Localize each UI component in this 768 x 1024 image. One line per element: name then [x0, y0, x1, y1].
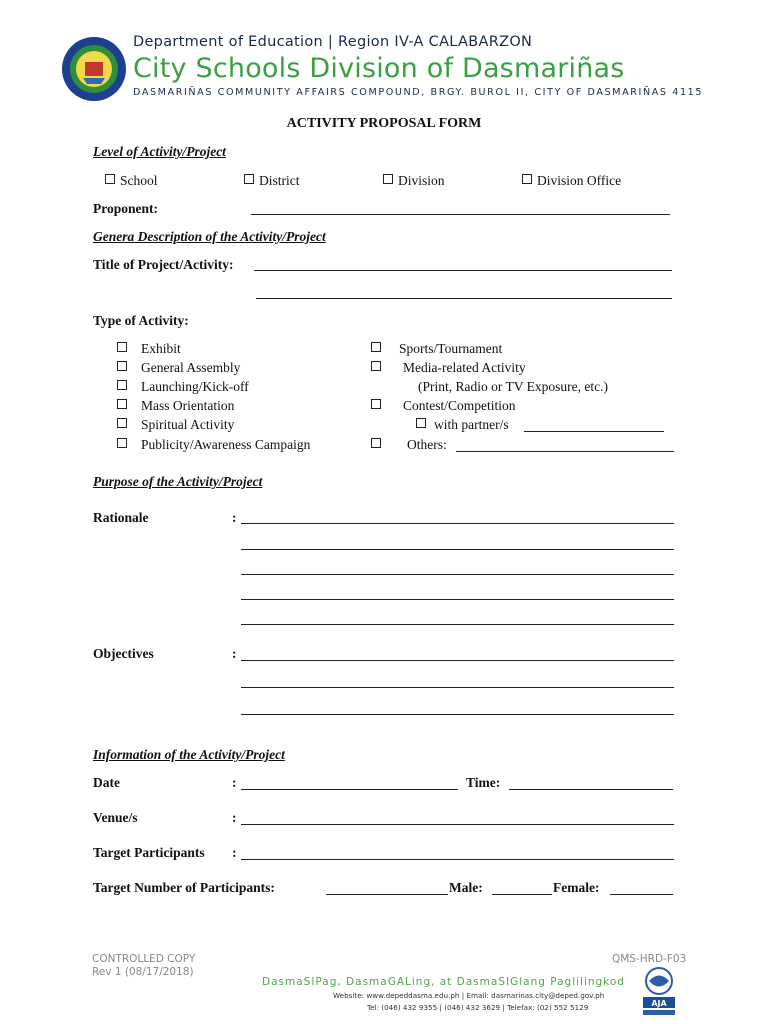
checkbox-general-assembly[interactable] [117, 361, 127, 371]
checkbox-publicity[interactable] [117, 438, 127, 448]
venue-field[interactable] [241, 824, 674, 825]
level-option-district[interactable]: District [244, 173, 300, 189]
others-field[interactable] [456, 451, 674, 452]
level-heading: Level of Activity/Project [93, 144, 226, 159]
time-field[interactable] [509, 789, 673, 790]
objectives-line-3[interactable] [241, 714, 674, 715]
venue-colon: : [232, 810, 237, 825]
checkbox-sports[interactable] [371, 342, 381, 352]
type-label: Type of Activity: [93, 313, 189, 328]
checkbox-media[interactable] [371, 361, 381, 371]
checkbox-division[interactable] [383, 174, 393, 184]
level-option-division-office[interactable]: Division Office [522, 173, 621, 189]
rationale-label: Rationale [93, 510, 149, 525]
target-participants-field[interactable] [241, 859, 674, 860]
controlled-copy: CONTROLLED COPY [92, 953, 196, 965]
target-participants-colon: : [232, 845, 237, 860]
type-option-launching[interactable]: Launching/Kick-off [117, 379, 249, 395]
type-option-spiritual[interactable]: Spiritual Activity [117, 417, 234, 433]
checkbox-exhibit[interactable] [117, 342, 127, 352]
aja-certification-logo [640, 966, 678, 1018]
type-option-media[interactable]: Media-related Activity [371, 360, 526, 376]
type-option-partner[interactable]: with partner/s [416, 417, 509, 433]
type-option-publicity[interactable]: Publicity/Awareness Campaign [117, 437, 310, 453]
female-label: Female: [553, 880, 600, 895]
date-colon: : [232, 775, 237, 790]
type-option-others[interactable]: Others: [371, 437, 447, 453]
revision: Rev 1 (08/17/2018) [92, 966, 194, 978]
male-label: Male: [449, 880, 483, 895]
partner-field[interactable] [524, 431, 664, 432]
date-field[interactable] [241, 789, 458, 790]
checkbox-others[interactable] [371, 438, 381, 448]
general-heading: Genera Description of the Activity/Project [93, 229, 326, 244]
svg-text:AJA: AJA [651, 999, 667, 1008]
rationale-line-1[interactable] [241, 523, 674, 524]
division-seal-logo [61, 36, 127, 102]
checkbox-school[interactable] [105, 174, 115, 184]
division-name: City Schools Division of Dasmariñas [133, 53, 625, 84]
rationale-line-2[interactable] [241, 549, 674, 550]
level-option-division[interactable]: Division [383, 173, 445, 189]
male-field[interactable] [492, 894, 552, 895]
level-option-school[interactable]: School [105, 173, 158, 189]
motto: DasmaSIPag, DasmaGALing, at DasmaSIGlang Paglilingkod [262, 976, 625, 988]
rationale-line-4[interactable] [241, 599, 674, 600]
form-title: ACTIVITY PROPOSAL FORM [286, 116, 482, 131]
objectives-label: Objectives [93, 646, 154, 661]
type-option-exhibit[interactable]: Exhibit [117, 341, 181, 357]
objectives-colon: : [232, 646, 237, 661]
contact-telephone: Tel: (046) 432 9355 | (046) 432 3629 | Telefax: (02) 552 5129 [367, 1003, 589, 1012]
venue-label: Venue/s [93, 810, 138, 825]
division-address: DASMARIÑAS COMMUNITY AFFAIRS COMPOUND, BRGY. BUROL II, CITY OF DASMARIÑAS 4115 [133, 87, 704, 98]
checkbox-mass-orientation[interactable] [117, 399, 127, 409]
type-option-sports[interactable]: Sports/Tournament [371, 341, 502, 357]
contact-website-email: Website: www.depeddasma.edu.ph | Email: dasmarinas.city@deped.gov.ph [333, 991, 605, 1000]
rationale-line-3[interactable] [241, 574, 674, 575]
rationale-line-5[interactable] [241, 624, 674, 625]
proponent-field[interactable] [251, 214, 670, 215]
checkbox-division-office[interactable] [522, 174, 532, 184]
title-label: Title of Project/Activity: [93, 257, 234, 272]
purpose-heading: Purpose of the Activity/Project [93, 474, 263, 489]
date-label: Date [93, 775, 120, 790]
title-field-line-2[interactable] [256, 298, 672, 299]
checkbox-district[interactable] [244, 174, 254, 184]
type-option-mass-orientation[interactable]: Mass Orientation [117, 398, 234, 414]
checkbox-launching[interactable] [117, 380, 127, 390]
checkbox-spiritual[interactable] [117, 418, 127, 428]
target-count-field[interactable] [326, 894, 448, 895]
time-label: Time: [466, 775, 501, 790]
type-option-contest[interactable]: Contest/Competition [371, 398, 516, 414]
checkbox-partner[interactable] [416, 418, 426, 428]
target-participants-label: Target Participants [93, 845, 205, 860]
proponent-label: Proponent: [93, 201, 159, 216]
objectives-line-2[interactable] [241, 687, 674, 688]
objectives-line-1[interactable] [241, 660, 674, 661]
document-code: QMS-HRD-F03 [612, 953, 687, 965]
info-heading: Information of the Activity/Project [93, 747, 285, 762]
media-note: (Print, Radio or TV Exposure, etc.) [418, 379, 608, 394]
target-count-label: Target Number of Participants: [93, 880, 275, 895]
checkbox-contest[interactable] [371, 399, 381, 409]
title-field-line-1[interactable] [254, 270, 672, 271]
department-header: Department of Education | Region IV-A CALABARZON [133, 34, 533, 50]
rationale-colon: : [232, 510, 237, 525]
female-field[interactable] [610, 894, 673, 895]
type-option-general-assembly[interactable]: General Assembly [117, 360, 240, 376]
